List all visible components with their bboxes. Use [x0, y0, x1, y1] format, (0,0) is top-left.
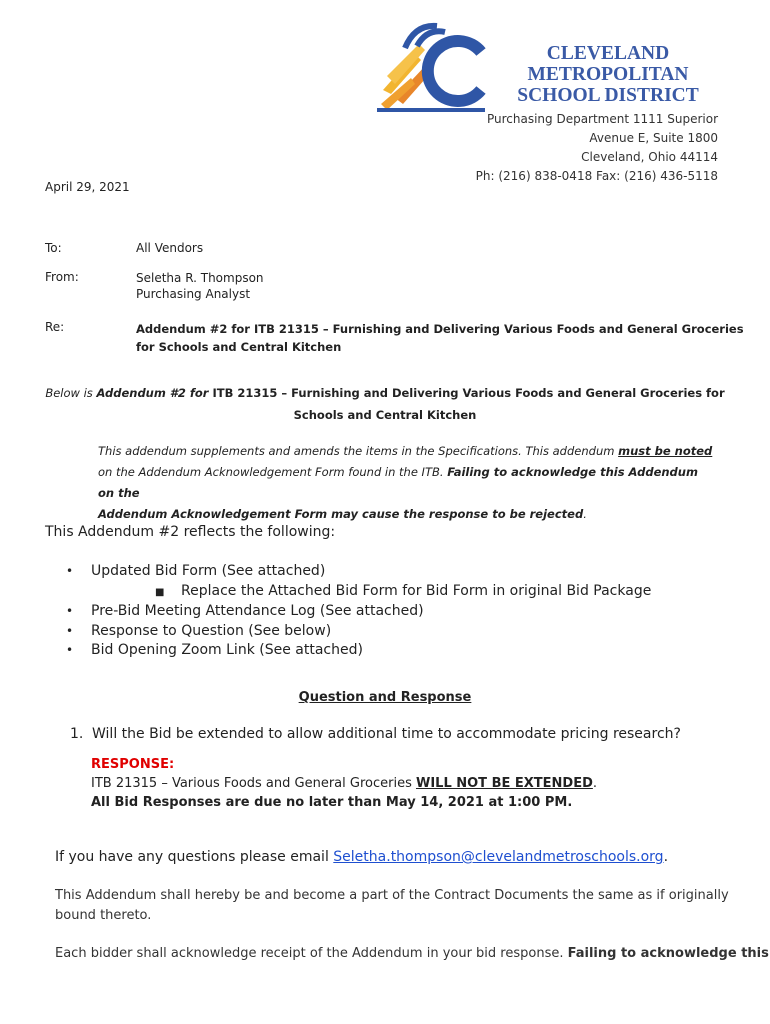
bullet-text: Bid Opening Zoom Link (See attached) [91, 642, 363, 658]
intro-line-1 [45, 382, 725, 404]
bullet-text: Updated Bid Form (See attached) [91, 563, 326, 579]
district-logo [375, 18, 490, 118]
district-line-3: SCHOOL DISTRICT [517, 85, 699, 106]
logo-base [377, 108, 485, 112]
bullet-dot: • [66, 623, 74, 638]
to-label: To: [45, 241, 62, 255]
notice-line-3 [98, 504, 718, 525]
intro-paragraph [45, 382, 725, 426]
notice-line-1-text: This addendum supplements and amends the items in the Specifications. This addendum [98, 444, 619, 458]
contract-paragraph [55, 886, 729, 926]
district-address [476, 110, 718, 186]
response-line-2: All Bid Responses are due no later than May 14, 2021 at 1:00 PM. [91, 795, 573, 810]
from-label: From: [45, 270, 79, 284]
will-not-be-extended: WILL NOT BE EXTENDED [415, 776, 593, 791]
questions-period: . [663, 849, 669, 865]
list-item [66, 602, 651, 622]
email-link[interactable]: Seletha.thompson@clevelandmetroschools.org [333, 849, 664, 865]
district-name [500, 43, 716, 106]
re-label: Re: [45, 320, 65, 334]
acknowledge-failing: Failing to acknowledge this [567, 946, 769, 961]
acknowledge-paragraph [55, 946, 769, 961]
question-number: 1. [70, 726, 84, 742]
address-line-1: Purchasing Department 1111 Superior [486, 112, 718, 126]
address-line-2: Avenue E, Suite 1800 [589, 131, 718, 145]
re-line-1: Addendum #2 for ITB 21315 – Furnishing and Delivering Various Foods and General Groceries [136, 322, 744, 336]
question-text: Will the Bid be extended to allow additional time to accommodate pricing research? [92, 726, 681, 742]
bullet-list [66, 562, 651, 661]
reflects-heading: This Addendum #2 reflects the following: [45, 524, 336, 540]
contract-line-1: This Addendum shall hereby be and become a part of the Contract Documents the same as if originally [55, 888, 729, 903]
bullet-text: Response to Question (See below) [91, 622, 332, 639]
list-item [66, 562, 651, 582]
notice-failing-text: Failing to acknowledge this Addendum on the [98, 465, 698, 500]
qa-heading: Question and Response [298, 690, 472, 705]
from-name: Seletha R. Thompson [136, 271, 264, 285]
bullet-text: Pre-Bid Meeting Attendance Log (See attached) [91, 603, 424, 619]
response-line-1-text: ITB 21315 – Various Foods and General Groceries [91, 776, 416, 791]
questions-line [55, 849, 668, 865]
response-label: RESPONSE: [91, 757, 175, 772]
from-title: Purchasing Analyst [136, 287, 251, 301]
re-line-2: for Schools and Central Kitchen [136, 340, 342, 354]
re-subject [136, 320, 744, 356]
address-line-3: Cleveland, Ohio 44114 [581, 150, 718, 164]
intro-line-2: Schools and Central Kitchen [293, 408, 477, 422]
intro-prefix: Below is [45, 386, 97, 400]
acknowledge-text: Each bidder shall acknowledge receipt of the Addendum in your bid response. [55, 946, 568, 961]
district-line-1: CLEVELAND [546, 43, 670, 64]
bullet-dot: • [66, 564, 74, 578]
list-item [66, 641, 651, 661]
response-line-1-period: . [592, 776, 598, 791]
notice-line-1 [98, 441, 718, 462]
notice-line-2 [98, 462, 718, 504]
notice-must-be-noted: must be noted [618, 444, 713, 458]
to-value: All Vendors [136, 241, 204, 255]
intro-emph: Addendum #2 for [96, 386, 209, 400]
intro-rest: ITB 21315 – Furnishing and Delivering Various Foods and General Groceries for [208, 386, 725, 400]
notice-line-3-period: . [583, 507, 587, 521]
bullet-dot: • [66, 643, 74, 657]
addendum-notice [98, 441, 718, 525]
bullet-text: Replace the Attached Bid Form for Bid Form in original Bid Package [181, 582, 652, 599]
contract-line-2: bound thereto. [55, 908, 152, 923]
list-item [66, 582, 651, 603]
logo-c-letter [428, 41, 481, 101]
address-line-4: Ph: (216) 838-0418 Fax: (216) 436-5118 [475, 169, 718, 183]
letter-date: April 29, 2021 [45, 180, 130, 194]
square-bullet: ■ [155, 586, 165, 598]
list-item [66, 622, 651, 642]
notice-line-3-text: Addendum Acknowledgement Form may cause the response to be rejected [98, 507, 584, 521]
response-block [91, 755, 597, 812]
bullet-dot: • [66, 604, 74, 618]
from-value [136, 270, 264, 302]
response-line-1 [91, 774, 597, 793]
questions-text: If you have any questions please email [55, 849, 334, 865]
notice-line-2-text: on the Addendum Acknowledgement Form found in the ITB. [98, 465, 448, 479]
district-line-2: METROPOLITAN [527, 64, 689, 85]
